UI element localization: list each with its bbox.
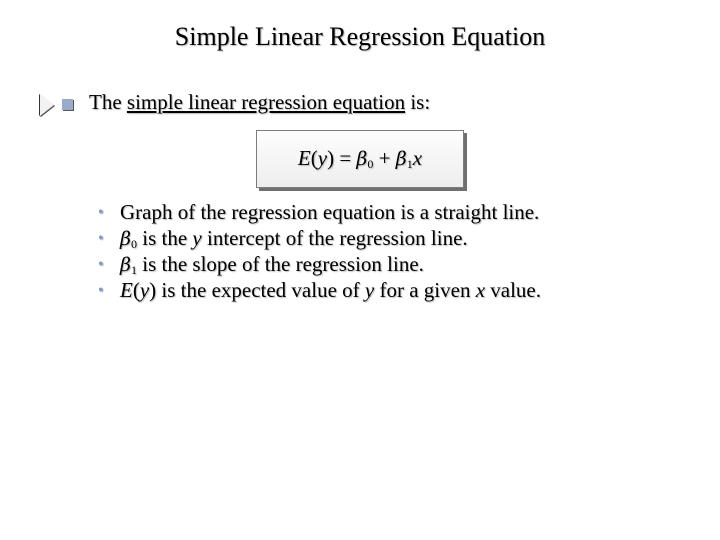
b3-sub: 1 — [130, 263, 137, 277]
b4-y2: y — [364, 278, 375, 302]
arrow-bullet-icon — [40, 94, 54, 116]
bullet-1-text: Graph of the regression equation is a straight line. — [120, 200, 540, 224]
b2-mid: is the — [136, 226, 193, 250]
eq-plus: + — [373, 146, 396, 170]
b4-for: for a given — [374, 278, 476, 302]
intro-suffix: is: — [405, 90, 431, 114]
b2-sub: 0 — [130, 237, 137, 251]
eq-x: x — [412, 146, 423, 170]
list-item — [96, 278, 541, 304]
list-item — [96, 252, 541, 278]
bullet-dot-icon: • — [98, 230, 104, 247]
eq-beta0: β — [356, 148, 368, 170]
square-bullet-icon — [62, 99, 73, 110]
eq-sub0: 0 — [367, 157, 374, 171]
b2-end: intercept of the regression line. — [201, 226, 468, 250]
b4-x: x — [475, 278, 486, 302]
eq-open: ( — [310, 146, 318, 170]
b4-mid: is the expected value of — [156, 278, 365, 302]
b4-close: ) — [149, 278, 157, 302]
eq-sub1: 1 — [406, 157, 413, 171]
bullet-dot-icon: • — [98, 256, 104, 273]
intro-underlined-term: simple linear regression equation — [126, 90, 406, 114]
b4-end: value. — [485, 278, 542, 302]
eq-close: ) = — [327, 146, 357, 170]
b4-open: ( — [132, 278, 140, 302]
list-item — [96, 226, 541, 252]
bullet-list — [96, 200, 541, 304]
slide-title: Simple Linear Regression Equation — [174, 22, 546, 51]
b3-beta: β — [120, 254, 131, 276]
bullet-dot-icon: • — [98, 282, 104, 299]
b2-y: y — [192, 226, 202, 250]
list-item — [96, 200, 541, 226]
bullet-dot-icon: • — [98, 204, 104, 221]
eq-beta1: β — [395, 148, 407, 170]
regression-equation — [0, 146, 720, 172]
b3-end: is the slope of the regression line. — [136, 252, 424, 276]
b2-beta: β — [120, 228, 131, 250]
intro-text — [89, 90, 430, 115]
eq-E: E — [297, 146, 311, 170]
b4-y: y — [139, 278, 150, 302]
intro-prefix: The — [89, 90, 127, 114]
b4-E: E — [120, 278, 133, 302]
eq-y: y — [317, 146, 328, 170]
